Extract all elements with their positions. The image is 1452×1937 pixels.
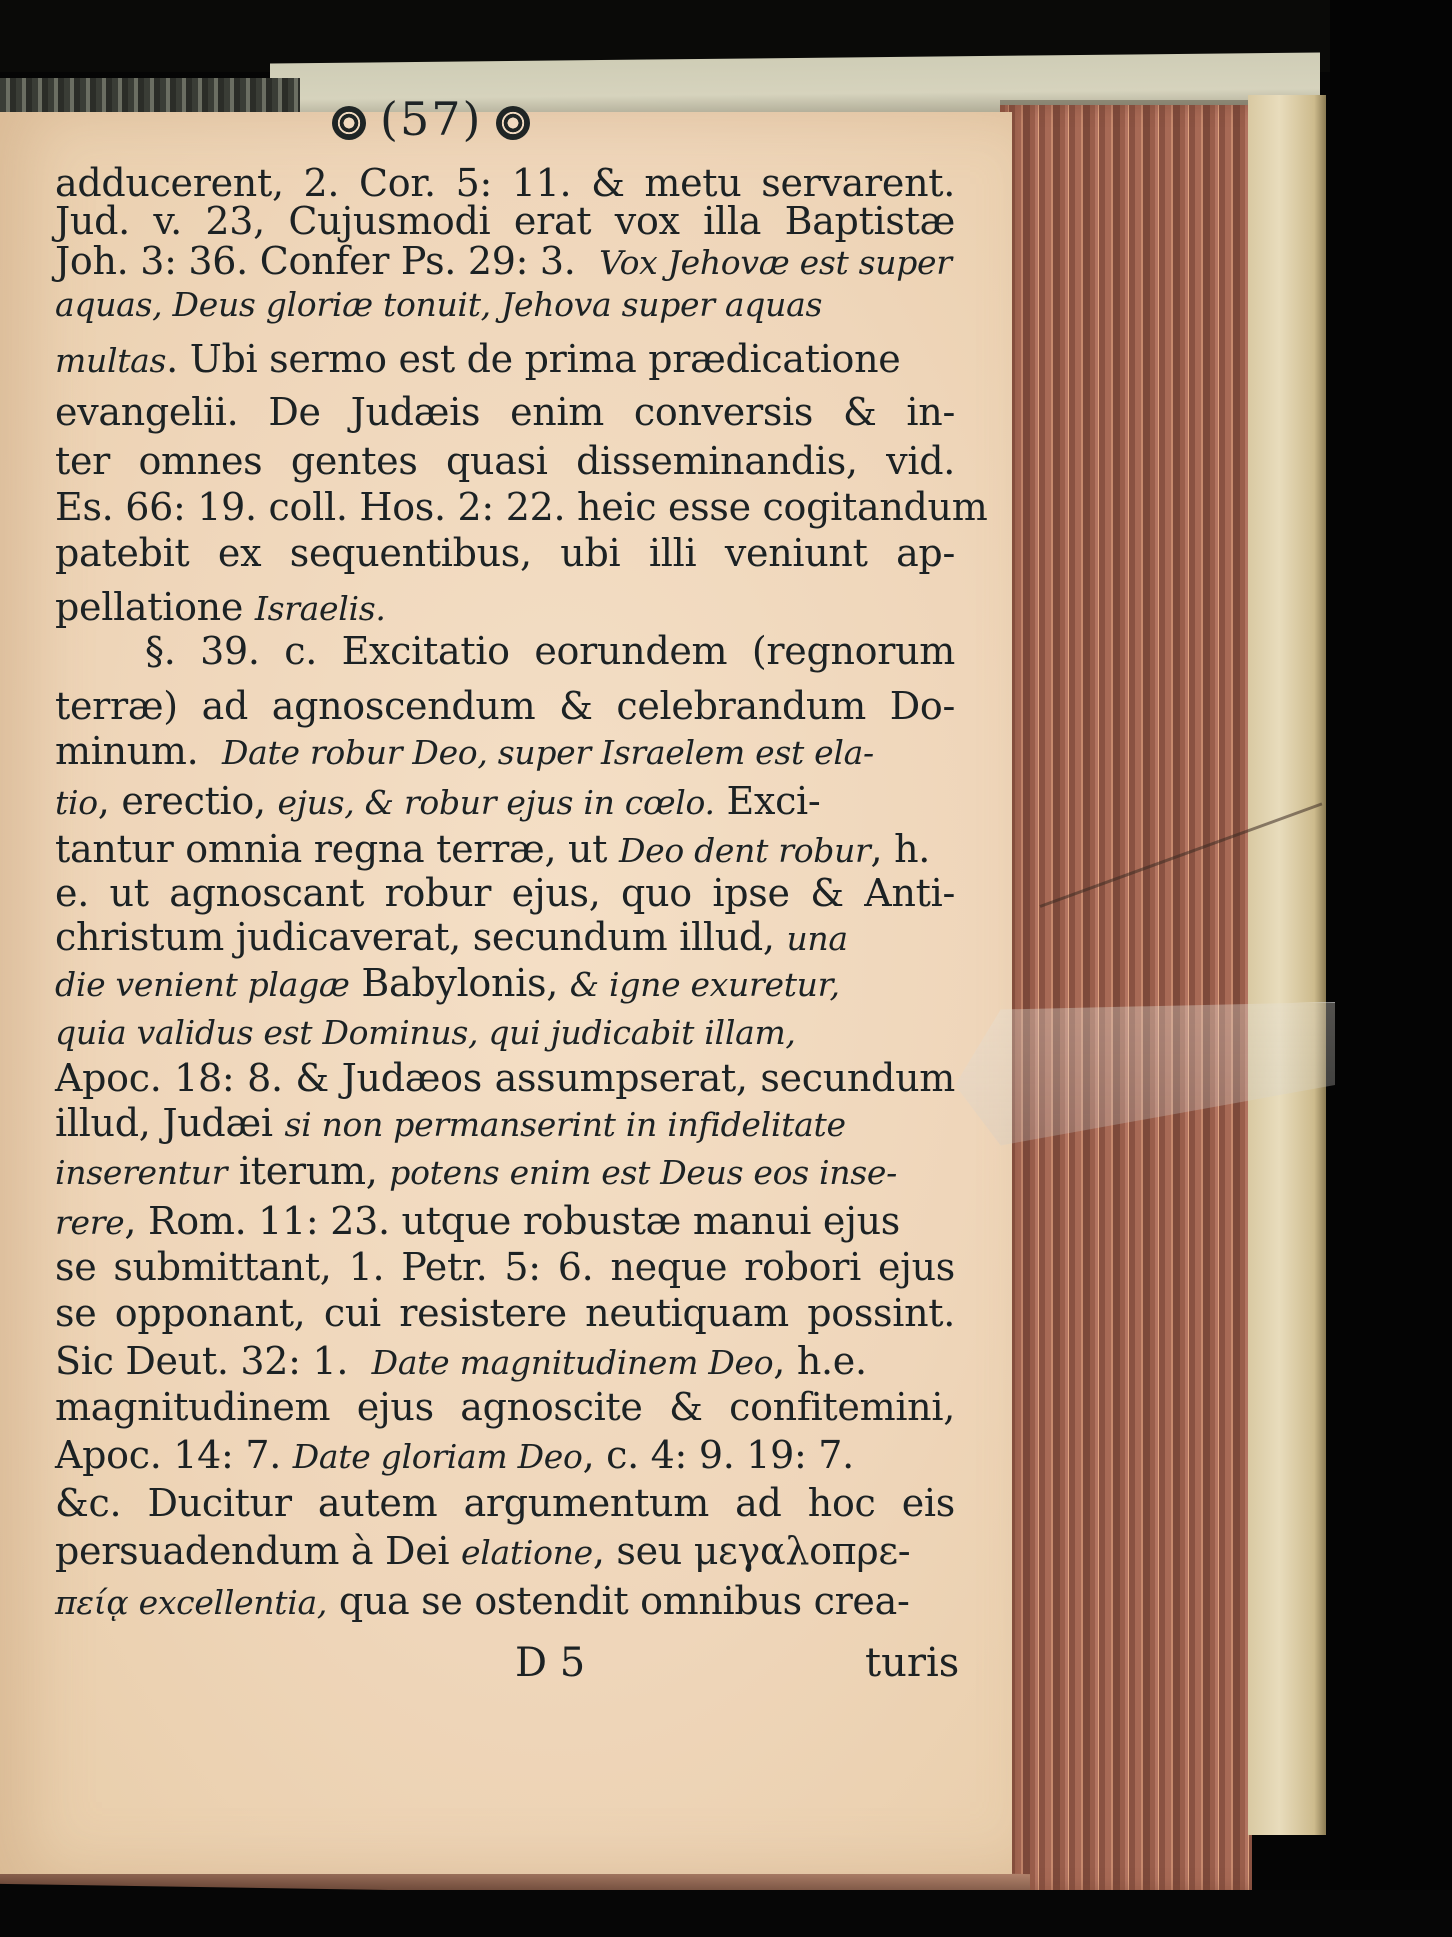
text-line: tantur omnia regna terræ, ut Deo dent robur, h. [55, 827, 931, 871]
page-number: (57) [380, 92, 483, 146]
text-line: Es. 66: 19. coll. Hos. 2: 22. heic esse cogitandum [55, 485, 988, 529]
text-line: magnitudinem ejus agnoscite & confitemini, [55, 1385, 955, 1429]
catchword: turis [865, 1640, 960, 1686]
text-line: Apoc. 14: 7. Date gloriam Deo, c. 4: 9. 19: 7. [55, 1433, 854, 1477]
text-line: evangelii. De Judæis enim conversis & in- [55, 390, 955, 434]
ornament-left-icon [332, 106, 366, 140]
text-line: Joh. 3: 36. Confer Ps. 29: 3. Vox Jehovæ est super [55, 239, 952, 283]
background-right [1330, 0, 1452, 1937]
signature-mark: D 5 [515, 1640, 586, 1686]
background-bottom [0, 1890, 1452, 1937]
text-line: inserentur iterum, potens enim est Deus eos inse- [55, 1149, 897, 1193]
vellum-cover-right [1248, 95, 1326, 1835]
text-line: rere, Rom. 11: 23. utque robustæ manui ejus [55, 1199, 900, 1243]
section-heading-line: §. 39. c. Excitatio eorundem (regnorum [145, 629, 955, 673]
text-line: tio, erectio, ejus, & robur ejus in cœlo. Exci- [55, 779, 821, 823]
text-line: Sic Deut. 32: 1. Date magnitudinem Deo, h.e. [55, 1339, 867, 1383]
text-line: aquas, Deus gloriæ tonuit, Jehova super aquas [55, 285, 823, 324]
text-line: quia validus est Dominus, qui judicabit illam, [55, 1013, 796, 1052]
text-line: se submittant, 1. Petr. 5: 6. neque robori ejus [55, 1245, 955, 1289]
text-line: terræ) ad agnoscendum & celebrandum Do- [55, 684, 955, 728]
text-line: Apoc. 18: 8. & Judæos assumpserat, secundum [55, 1056, 955, 1100]
ornament-right-icon [496, 106, 530, 140]
text-line: patebit ex sequentibus, ubi illi veniunt ap- [55, 531, 955, 575]
page-fore-edge [1000, 105, 1252, 1890]
text-line: ter omnes gentes quasi disseminandis, vid. [55, 439, 955, 483]
text-line: illud, Judæi si non permanserint in infidelitate [55, 1101, 846, 1145]
text-line: πείᾳ excellentia, qua se ostendit omnibus crea- [55, 1579, 910, 1623]
running-header [318, 92, 544, 146]
text-line: Jud. v. 23, Cujusmodi erat vox illa Baptistæ [55, 199, 955, 243]
text-line: minum. Date robur Deo, super Israelem est ela- [55, 729, 874, 773]
text-line: multas. Ubi sermo est de prima prædicatione [55, 337, 901, 381]
text-line: e. ut agnoscant robur ejus, quo ipse & Anti- [55, 871, 955, 915]
text-line: christum judicaverat, secundum illud, una [55, 915, 848, 959]
text-line: &c. Ducitur autem argumentum ad hoc eis [55, 1481, 955, 1525]
text-line: se opponant, cui resistere neutiquam possint. [55, 1291, 955, 1335]
text-line: persuadendum à Dei elatione, seu μεγαλοπρε- [55, 1529, 911, 1573]
text-line: die venient plagæ Babylonis, & igne exuretur, [55, 961, 840, 1005]
text-line: pellatione Israelis. [55, 585, 386, 629]
text-line: adducerent, 2. Cor. 5: 11. & metu servarent. [55, 161, 955, 205]
